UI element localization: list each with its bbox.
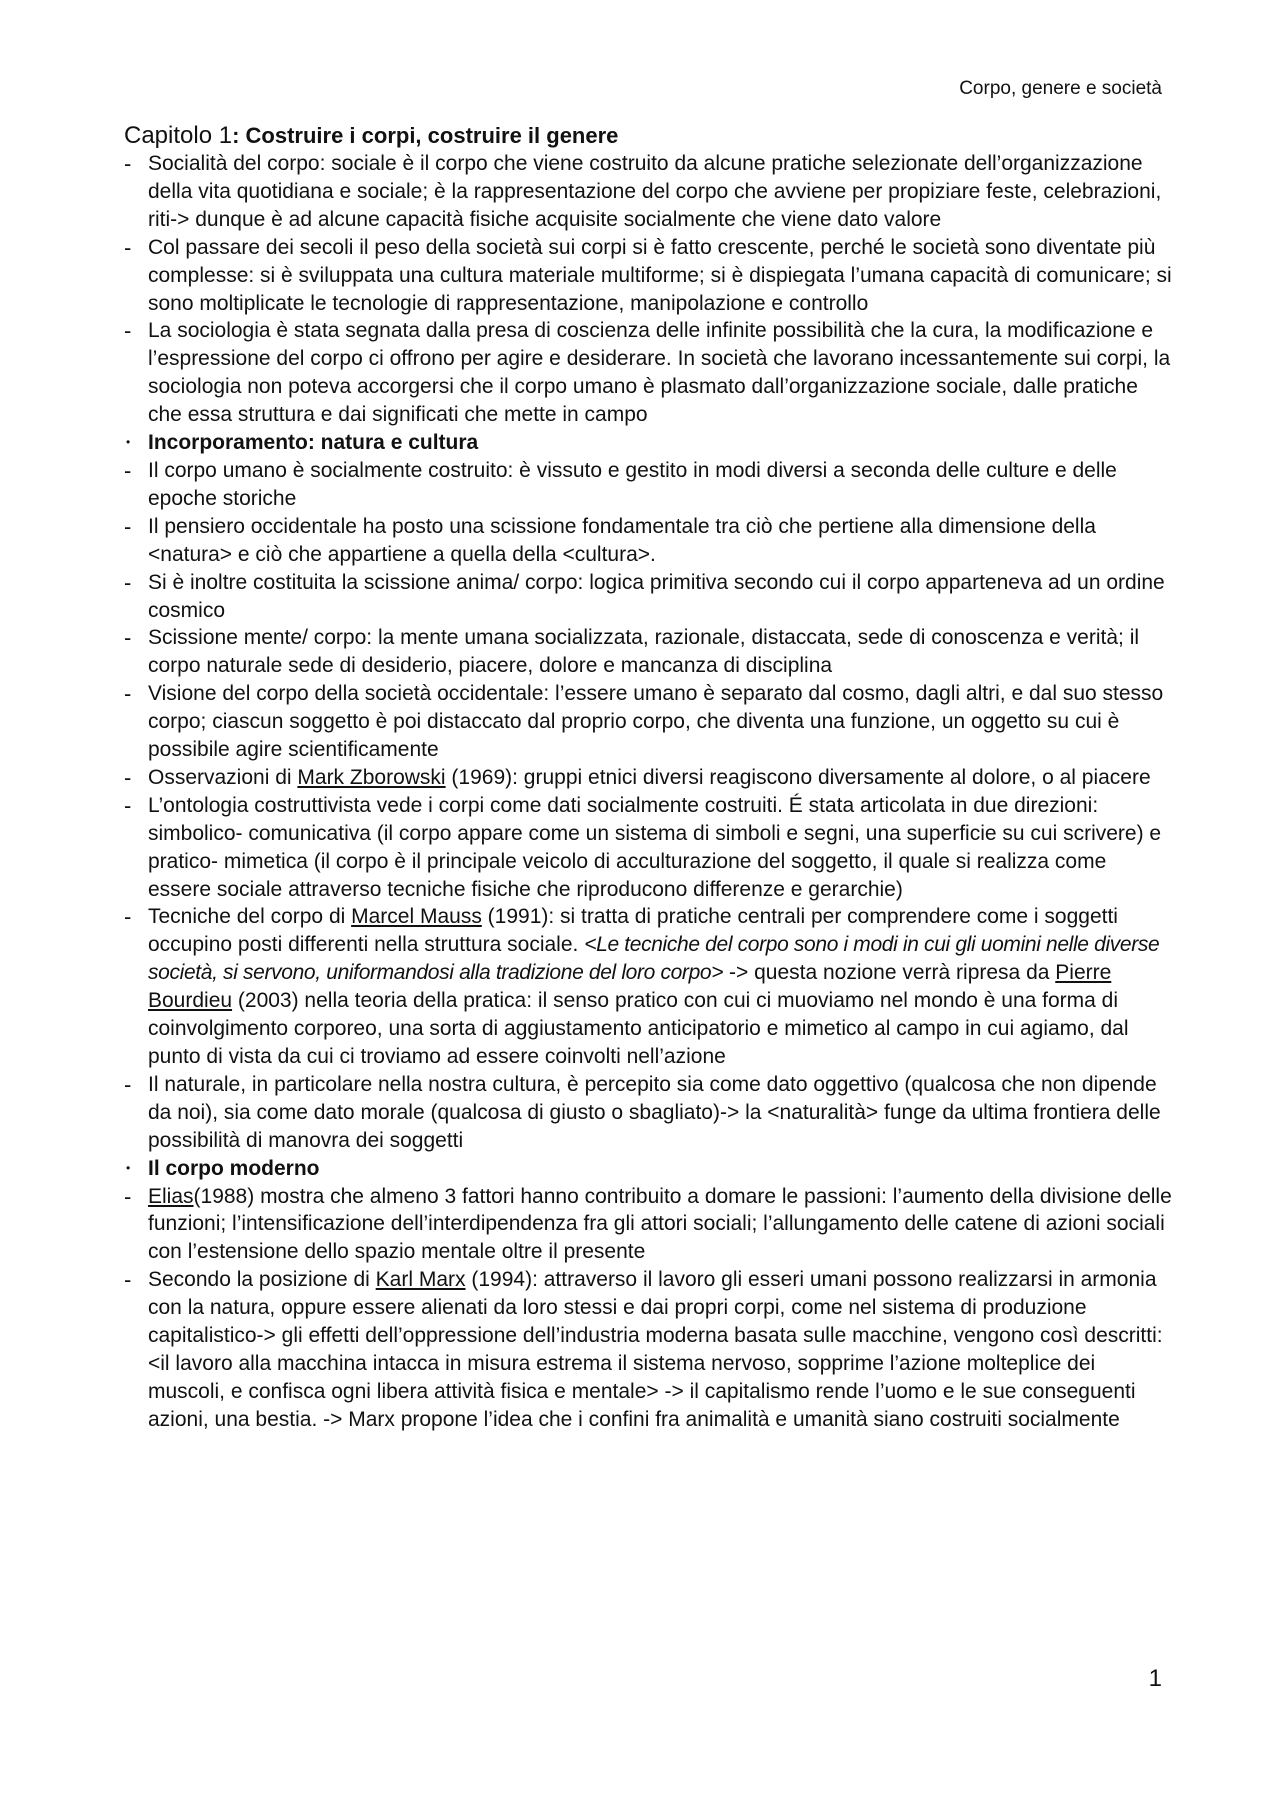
item-text: Si è inoltre costituita la scissione anima/ corpo: logica primitiva secondo cui il corpo apparteneva ad un ordine cosmico — [148, 570, 1165, 622]
author-name: Marcel Mauss — [351, 905, 482, 929]
list-item — [124, 1071, 1174, 1155]
list-item — [124, 569, 1174, 625]
item-text — [148, 766, 1151, 789]
dash-marker: - — [124, 457, 132, 483]
chapter-title-text: : Costruire i corpi, costruire il genere — [232, 123, 619, 148]
list-item — [124, 317, 1174, 429]
dash-marker: - — [124, 681, 132, 707]
author-name: Mark Zborowski — [297, 765, 446, 789]
item-text: Socialità del corpo: sociale è il corpo che viene costruito da alcune pratiche selezionate dell’organizzazione della vita quotidiana e sociale; è la rappresentazione del corpo che avviene per propiziare feste, celebrazioni, riti-> dunque è ad alcune capacità fisiche acquisite socialmente che viene dato valore — [148, 152, 1162, 231]
item-text — [148, 1185, 1172, 1264]
dash-marker: - — [124, 234, 132, 260]
dash-marker: - — [124, 569, 132, 595]
item-text: Col passare dei secoli il peso della società sui corpi si è fatto crescente, perché le società sono diventate più complesse: si è sviluppata una cultura materiale multiforme; si è dispiegata l’umana capacità di comunicare; si sono moltiplicate le tecnologie di rappresentazione, manipolazione e controllo — [148, 235, 1172, 315]
text-segment: (1991): si tratta di pratiche centrali per comprendere come i soggetti occupino posti differenti nella struttura sociale. — [148, 905, 1118, 957]
text-segment: (1994): attraverso il lavoro gli esseri umani possono realizzarsi in armonia con la natura, oppure essere alienati da loro stessi e dai propri corpi, come nel sistema di produzione capitalistico-> gli effetti dell’oppressione dell’industria moderna basata sulle macchine, vengono così descritti: <il lavoro alla macchina intacca in misura estrema il sistema nervoso, sopprime l’azione molteplice dei muscoli, e confisca ogni libera attività fisica e mentale> -> il capitalismo rende l’uomo e le sue conseguenti azioni, una bestia. -> Marx propone l’idea che i confini fra animalità e umanità siano costruiti socialmente — [148, 1268, 1163, 1431]
section-heading-text: Il corpo moderno — [148, 1156, 320, 1180]
dash-marker: - — [124, 1267, 132, 1293]
author-name: Karl Marx — [375, 1268, 466, 1292]
dash-marker: - — [124, 792, 132, 818]
list-item — [124, 680, 1174, 764]
item-text — [148, 1268, 1163, 1431]
dash-marker: - — [124, 513, 132, 539]
item-text: La sociologia è stata segnata dalla presa di coscienza delle infinite possibilità che la cura, la modificazione e l’espressione del corpo ci offrono per agire e desiderare. In società che lavorano incessantemente sui corpi, la sociologia non poteva accorgersi che il corpo umano è plasmato dall’organizzazione sociale, dalle pratiche che essa struttura e dai significati che mette in campo — [148, 319, 1171, 427]
bullet-marker: • — [126, 1160, 131, 1175]
list-item — [124, 792, 1174, 904]
author-name: Elias — [148, 1184, 194, 1208]
list-item — [124, 150, 1174, 234]
list-item — [124, 1183, 1174, 1267]
item-text: Visione del corpo della società occidentale: l’essere umano è separato dal cosmo, dagli altri, e dal suo stesso corpo; ciascun soggetto è poi distaccato dal proprio corpo, che diventa una funzione, un oggetto su cui è possibile agire scientificamente — [148, 682, 1164, 762]
text-segment: Secondo la posizione di — [148, 1268, 376, 1292]
text-segment: (2003) nella teoria della pratica: il senso pratico con cui ci muoviamo nel mondo è una forma di coinvolgimento corporeo, una sorta di aggiustamento anticipatorio e mimetico al campo in cui agiamo, dal punto di vista da cui ci troviamo ad essere coinvolti nell’azione — [148, 989, 1129, 1068]
list-item — [124, 513, 1174, 569]
running-header: Corpo, genere e società — [959, 78, 1162, 99]
document-body — [124, 122, 1174, 1434]
section-heading — [124, 1155, 1174, 1183]
list-item — [124, 234, 1174, 318]
page-number: 1 — [1148, 1665, 1162, 1692]
list-item — [124, 624, 1174, 680]
item-text: Il corpo umano è socialmente costruito: è vissuto e gestito in modi diversi a seconda delle culture e delle epoche storiche — [148, 458, 1117, 510]
item-text: Scissione mente/ corpo: la mente umana socializzata, razionale, distaccata, sede di conoscenza e verità; il corpo naturale sede di desiderio, piacere, dolore e mancanza di disciplina — [148, 626, 1140, 678]
item-text: Il naturale, in particolare nella nostra cultura, è percepito sia come dato oggettivo (qualcosa che non dipende da noi), sia come dato morale (qualcosa di giusto o sbagliato)-> la <naturalità> funge da ultima frontiera delle possibilità di manovra dei soggetti — [148, 1072, 1161, 1152]
item-text: Il pensiero occidentale ha posto una scissione fondamentale tra ciò che pertiene alla dimensione della <natura> e ciò che appartiene a quella della <cultura>. — [148, 514, 1096, 566]
text-segment: Osservazioni di — [148, 765, 298, 789]
list-item — [124, 764, 1174, 792]
section-heading-text: Incorporamento: natura e cultura — [148, 431, 479, 455]
chapter-title — [124, 122, 1174, 150]
dash-marker: - — [124, 1183, 132, 1209]
chapter-number: Capitolo 1 — [124, 122, 233, 149]
text-segment: Tecniche del corpo di — [148, 905, 352, 929]
text-segment: -> questa nozione verrà ripresa da — [723, 961, 1056, 985]
dash-marker: - — [124, 318, 132, 344]
section-heading — [124, 429, 1174, 457]
list-item — [124, 1266, 1174, 1433]
dash-marker: - — [124, 151, 132, 176]
quotation: <Le tecniche del corpo sono i modi in cui gli uomini nelle diverse società, si servono, uniformandosi alla tradizione del loro corpo> — [148, 933, 1160, 985]
author-name: Pierre Bourdieu — [148, 961, 1112, 1013]
item-text — [148, 905, 1159, 1068]
dash-marker: - — [124, 904, 132, 930]
dash-marker: - — [124, 625, 132, 651]
bullet-marker: • — [126, 435, 131, 450]
text-segment: (1969): gruppi etnici diversi reagiscono diversamente al dolore, o al piacere — [445, 765, 1151, 789]
dash-marker: - — [124, 764, 132, 790]
text-segment: (1988) mostra che almeno 3 fattori hanno contribuito a domare le passioni: l’aumento della divisione delle funzioni; l’intensificazione dell’interdipendenza fra gli attori sociali; l’allungamento delle catene di azioni sociali con l’estensione dello spazio mentale oltre il presente — [148, 1184, 1172, 1264]
list-item — [124, 903, 1174, 1070]
dash-marker: - — [124, 1071, 132, 1097]
item-text: L’ontologia costruttivista vede i corpi come dati socialmente costruiti. É stata articolata in due direzioni: simbolico- comunicativa (il corpo appare come un sistema di simboli e segni, una superficie su cui scrivere) e pratico- mimetica (il corpo è il principale veicolo di acculturazione del soggetto, il quale si realizza come essere sociale attraverso tecniche fisiche che riproducono differenze e gerarchie) — [148, 793, 1162, 901]
list-item — [124, 457, 1174, 513]
